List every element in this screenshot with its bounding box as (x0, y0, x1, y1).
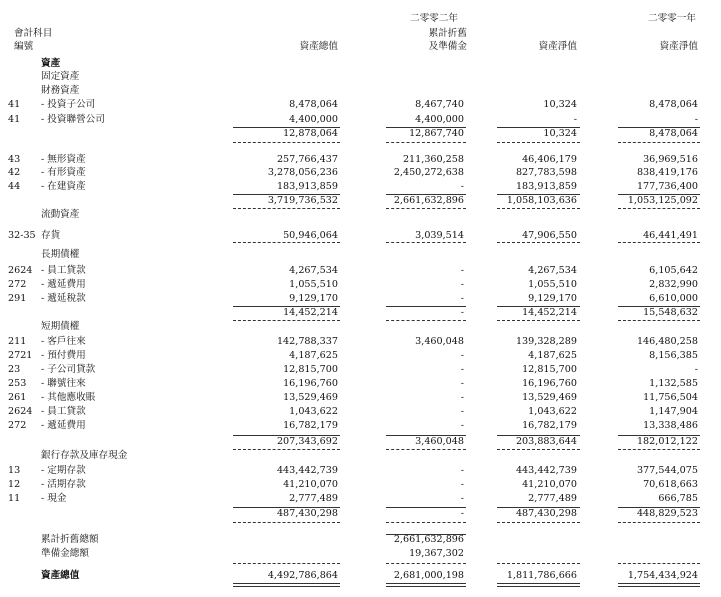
account-code: 42 (8, 167, 21, 178)
account-label: - 活期存款 (41, 479, 86, 490)
subtotal-rule (386, 586, 466, 587)
total-dashed-rule (233, 522, 340, 523)
account-code: 272 (8, 279, 27, 290)
total-dashed-rule (618, 208, 700, 209)
account-code: 272 (8, 420, 27, 431)
account-label: - 遞延費用 (41, 279, 86, 290)
total-dashed-rule (618, 142, 700, 143)
account-label: - 其他應收賬 (41, 392, 96, 403)
value-net: 183,913,859 (515, 181, 577, 192)
account-label: 流動資產 (41, 209, 80, 220)
value-depreciation: - (460, 420, 464, 431)
subtotal-rule (497, 583, 580, 584)
total-dashed-rule (618, 320, 700, 321)
subtotal-rule (618, 586, 700, 587)
account-label: - 無形資產 (41, 154, 86, 165)
account-code: 291 (8, 293, 27, 304)
value-2001: 6,610,000 (649, 293, 698, 304)
subtotal-rule (233, 127, 340, 128)
value-gross: 9,129,170 (289, 293, 338, 304)
value-depreciation: - (460, 508, 464, 519)
value-depreciation: - (460, 265, 464, 276)
value-net: 14,452,214 (522, 307, 577, 318)
value-2001: 2,832,990 (649, 279, 698, 290)
header-code-label: 編號 (14, 41, 34, 52)
value-depreciation: - (460, 479, 464, 490)
account-code: 13 (8, 465, 21, 476)
subtotal-rule (386, 127, 466, 128)
value-net: 487,430,298 (515, 508, 577, 519)
value-depreciation: - (460, 378, 464, 389)
total-dashed-rule (497, 563, 580, 564)
total-dashed-rule (233, 449, 340, 450)
subtotal-rule (233, 507, 340, 508)
value-depreciation: 12,867,740 (409, 128, 464, 139)
total-dashed-rule (386, 522, 466, 523)
value-gross: 50,946,064 (283, 230, 338, 241)
value-depreciation: 3,460,048 (415, 336, 464, 347)
value-gross: 183,913,859 (276, 181, 338, 192)
value-gross: 41,210,070 (283, 479, 338, 490)
value-net: 16,196,760 (522, 378, 577, 389)
account-code: 11 (8, 493, 21, 504)
total-dashed-rule (233, 208, 340, 209)
total-dashed-rule (386, 320, 466, 321)
value-2001: 15,548,632 (643, 307, 698, 318)
value-2001: 70,618,663 (643, 479, 698, 490)
value-gross: 16,782,179 (283, 420, 338, 431)
total-dashed-rule (497, 449, 580, 450)
value-gross: 207,343,692 (276, 436, 338, 447)
value-depreciation: 211,360,258 (402, 154, 464, 165)
subtotal-rule (233, 583, 340, 584)
value-gross: 12,815,700 (283, 364, 338, 375)
value-depreciation: 2,661,632,896 (393, 534, 464, 545)
total-dashed-rule (497, 522, 580, 523)
subtotal-rule (386, 507, 466, 508)
total-dashed-rule (618, 563, 700, 564)
value-2001: 1,754,434,924 (627, 570, 698, 581)
value-net: - (573, 114, 577, 125)
header-col-2001: 資產淨值 (659, 41, 698, 52)
subtotal-rule (233, 306, 340, 307)
subtotal-rule (386, 306, 466, 307)
value-gross: 3,719,736,532 (267, 195, 338, 206)
subtotal-rule (386, 435, 466, 436)
value-2001: - (694, 364, 698, 375)
account-label: 銀行存款及庫存現金 (41, 450, 128, 461)
header-year-2002: 二零零二年 (410, 13, 458, 24)
value-net: 2,777,489 (528, 493, 577, 504)
account-label: - 預付費用 (41, 350, 86, 361)
value-gross: 2,777,489 (289, 493, 338, 504)
header-account-label: 會計科目 (14, 28, 53, 39)
value-depreciation: - (460, 279, 464, 290)
subtotal-rule (618, 435, 700, 436)
account-code: 12 (8, 479, 21, 490)
value-2001: 8,478,064 (649, 99, 698, 110)
account-code: 43 (8, 154, 21, 165)
subtotal-rule (233, 435, 340, 436)
value-depreciation: - (460, 493, 464, 504)
value-gross: 4,492,786,864 (267, 570, 338, 581)
value-net: 47,906,550 (522, 230, 577, 241)
value-2001: 1,053,125,092 (627, 195, 698, 206)
account-label: - 投資子公司 (41, 99, 96, 110)
total-dashed-rule (618, 449, 700, 450)
value-depreciation: 3,039,514 (415, 230, 464, 241)
account-label: - 員工貸款 (41, 406, 86, 417)
account-label: 短期債權 (41, 321, 80, 332)
value-depreciation: - (460, 392, 464, 403)
total-dashed-rule (618, 522, 700, 523)
value-net: 10,324 (543, 99, 577, 110)
subtotal-rule (497, 586, 580, 587)
value-depreciation: - (460, 465, 464, 476)
value-depreciation: 2,450,272,638 (393, 167, 464, 178)
value-depreciation: 3,460,048 (415, 436, 464, 447)
value-gross: 4,267,534 (289, 265, 338, 276)
total-dashed-rule (497, 320, 580, 321)
value-gross: 142,788,337 (276, 336, 338, 347)
value-depreciation: - (460, 181, 464, 192)
value-2001: 6,105,642 (649, 265, 698, 276)
account-code: 253 (8, 378, 27, 389)
account-label: 資產 (41, 58, 61, 69)
value-net: 12,815,700 (522, 364, 577, 375)
header-col-net: 資產淨值 (538, 41, 577, 52)
value-2001: 36,969,516 (643, 154, 698, 165)
value-gross: 13,529,469 (283, 392, 338, 403)
value-net: 16,782,179 (522, 420, 577, 431)
subtotal-rule (497, 194, 580, 195)
total-dashed-rule (618, 242, 700, 243)
account-code: 32-35 (8, 230, 36, 241)
total-dashed-rule (497, 242, 580, 243)
value-net: 1,058,103,636 (506, 195, 577, 206)
total-dashed-rule (386, 208, 466, 209)
account-code: 2721 (8, 350, 33, 361)
value-depreciation: - (460, 406, 464, 417)
subtotal-rule (497, 306, 580, 307)
account-label: - 遞延費用 (41, 420, 86, 431)
value-net: 139,328,289 (515, 336, 577, 347)
value-depreciation: 2,661,632,896 (393, 195, 464, 206)
header-col-gross: 資產總值 (299, 41, 338, 52)
value-depreciation: - (460, 293, 464, 304)
account-code: 2624 (8, 265, 33, 276)
value-net: 827,783,598 (515, 167, 577, 178)
subtotal-rule (618, 583, 700, 584)
subtotal-rule (497, 435, 580, 436)
account-label: - 定期存款 (41, 465, 86, 476)
subtotal-rule (497, 507, 580, 508)
account-label: - 現金 (41, 493, 67, 504)
value-2001: 177,736,400 (636, 181, 698, 192)
value-depreciation: 8,467,740 (415, 99, 464, 110)
header-year-2001: 二零零一年 (648, 13, 696, 24)
value-2001: - (694, 114, 698, 125)
total-dashed-rule (233, 563, 340, 564)
value-2001: 46,441,491 (643, 230, 698, 241)
value-net: 1,811,786,666 (506, 570, 577, 581)
account-label: - 客戶往來 (41, 336, 86, 347)
account-label: - 有形資產 (41, 167, 86, 178)
value-gross: 16,196,760 (283, 378, 338, 389)
value-depreciation: - (460, 364, 464, 375)
account-label: 財務資產 (41, 85, 80, 96)
subtotal-rule (497, 127, 580, 128)
account-code: 211 (8, 336, 27, 347)
value-2001: 377,544,075 (636, 465, 698, 476)
total-dashed-rule (386, 242, 466, 243)
value-2001: 8,156,385 (649, 350, 698, 361)
value-gross: 4,187,625 (289, 350, 338, 361)
total-dashed-rule (386, 142, 466, 143)
subtotal-rule (233, 586, 340, 587)
account-code: 23 (8, 364, 21, 375)
value-depreciation: 19,367,302 (409, 548, 464, 559)
account-code: 2624 (8, 406, 33, 417)
value-2001: 13,338,486 (643, 420, 698, 431)
subtotal-rule (618, 127, 700, 128)
header-col-dep-bottom: 及準備金 (428, 41, 467, 52)
value-gross: 4,400,000 (289, 114, 338, 125)
subtotal-rule (386, 583, 466, 584)
value-net: 41,210,070 (522, 479, 577, 490)
account-label: - 員工貸款 (41, 265, 86, 276)
account-label: 資產總值 (41, 570, 80, 581)
value-net: 1,043,622 (528, 406, 577, 417)
subtotal-rule (233, 194, 340, 195)
total-dashed-rule (233, 242, 340, 243)
account-label: - 投資聯營公司 (41, 114, 105, 125)
value-net: 4,267,534 (528, 265, 577, 276)
value-2001: 8,478,064 (649, 128, 698, 139)
value-2001: 11,756,504 (643, 392, 698, 403)
subtotal-rule (618, 507, 700, 508)
total-dashed-rule (497, 208, 580, 209)
account-label: 準備金總額 (41, 548, 89, 559)
value-net: 10,324 (543, 128, 577, 139)
value-2001: 666,785 (658, 493, 698, 504)
value-gross: 8,478,064 (289, 99, 338, 110)
value-net: 203,883,644 (515, 436, 577, 447)
account-code: 41 (8, 99, 21, 110)
value-depreciation: - (460, 307, 464, 318)
value-2001: 1,132,585 (649, 378, 698, 389)
account-label: - 子公司貸款 (41, 364, 96, 375)
total-dashed-rule (233, 320, 340, 321)
value-gross: 12,878,064 (283, 128, 338, 139)
value-gross: 487,430,298 (276, 508, 338, 519)
value-2001: 182,012,122 (636, 436, 698, 447)
subtotal-rule (386, 534, 466, 535)
value-2001: 838,419,176 (636, 167, 698, 178)
value-depreciation: 4,400,000 (415, 114, 464, 125)
account-label: 存貨 (41, 230, 61, 241)
account-code: 44 (8, 181, 21, 192)
value-2001: 448,829,523 (636, 508, 698, 519)
subtotal-rule (386, 194, 466, 195)
account-label: - 遞延稅款 (41, 293, 86, 304)
value-net: 443,442,739 (515, 465, 577, 476)
value-gross: 14,452,214 (283, 307, 338, 318)
subtotal-rule (618, 194, 700, 195)
total-dashed-rule (497, 142, 580, 143)
value-net: 13,529,469 (522, 392, 577, 403)
value-depreciation: 2,681,000,198 (393, 570, 464, 581)
subtotal-rule (618, 306, 700, 307)
total-dashed-rule (233, 142, 340, 143)
value-depreciation: - (460, 350, 464, 361)
header-col-dep-top: 累計折舊 (428, 28, 467, 39)
account-label: 固定資產 (41, 71, 80, 82)
value-net: 4,187,625 (528, 350, 577, 361)
account-label: 累計折舊總額 (41, 534, 99, 545)
account-label: - 在建資產 (41, 181, 86, 192)
value-gross: 1,043,622 (289, 406, 338, 417)
account-code: 41 (8, 114, 21, 125)
account-label: 長期債權 (41, 249, 80, 260)
value-net: 1,055,510 (528, 279, 577, 290)
value-gross: 3,278,056,236 (267, 167, 338, 178)
value-gross: 257,766,437 (276, 154, 338, 165)
total-dashed-rule (386, 449, 466, 450)
value-gross: 1,055,510 (289, 279, 338, 290)
value-2001: 146,480,258 (636, 336, 698, 347)
account-label: - 聯號往來 (41, 378, 86, 389)
value-net: 9,129,170 (528, 293, 577, 304)
value-2001: 1,147,904 (649, 406, 698, 417)
value-net: 46,406,179 (522, 154, 577, 165)
value-gross: 443,442,739 (276, 465, 338, 476)
account-code: 261 (8, 392, 27, 403)
total-dashed-rule (386, 563, 466, 564)
